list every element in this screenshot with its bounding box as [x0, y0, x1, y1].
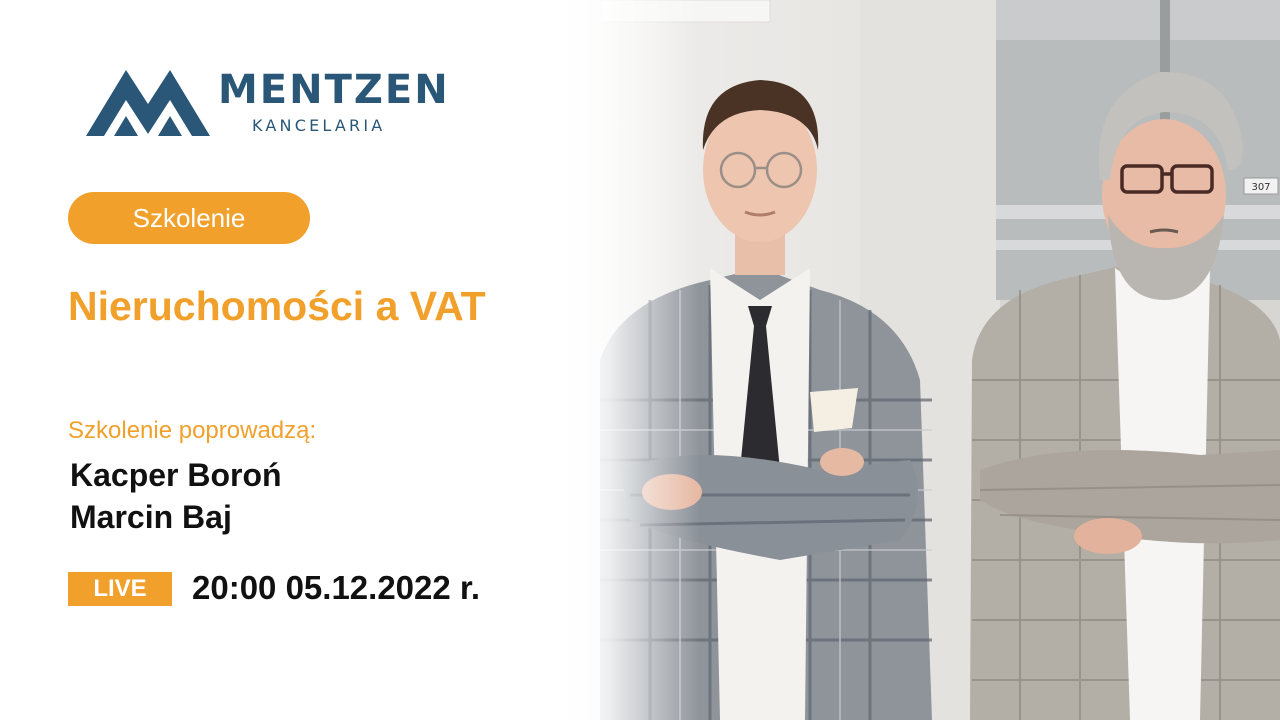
presenter-name: Kacper Boroń	[70, 457, 282, 493]
presenters-illustration	[560, 0, 1280, 720]
live-badge: LIVE	[68, 572, 172, 606]
brand-subtitle: KANCELARIA	[252, 116, 386, 135]
door-number: 307	[1251, 182, 1271, 193]
brand-name: MENTZEN	[218, 67, 450, 113]
mountain-logo-icon	[84, 66, 212, 138]
presenter-name: Marcin Baj	[70, 499, 232, 535]
presenters-label: Szkolenie poprowadzą:	[68, 417, 317, 444]
presenters-photo	[560, 0, 1280, 720]
brand-logo	[84, 66, 464, 142]
category-badge: Szkolenie	[68, 192, 310, 244]
event-datetime: 20:00 05.12.2022 r.	[192, 569, 481, 606]
training-title: Nieruchomości a VAT	[68, 283, 486, 329]
